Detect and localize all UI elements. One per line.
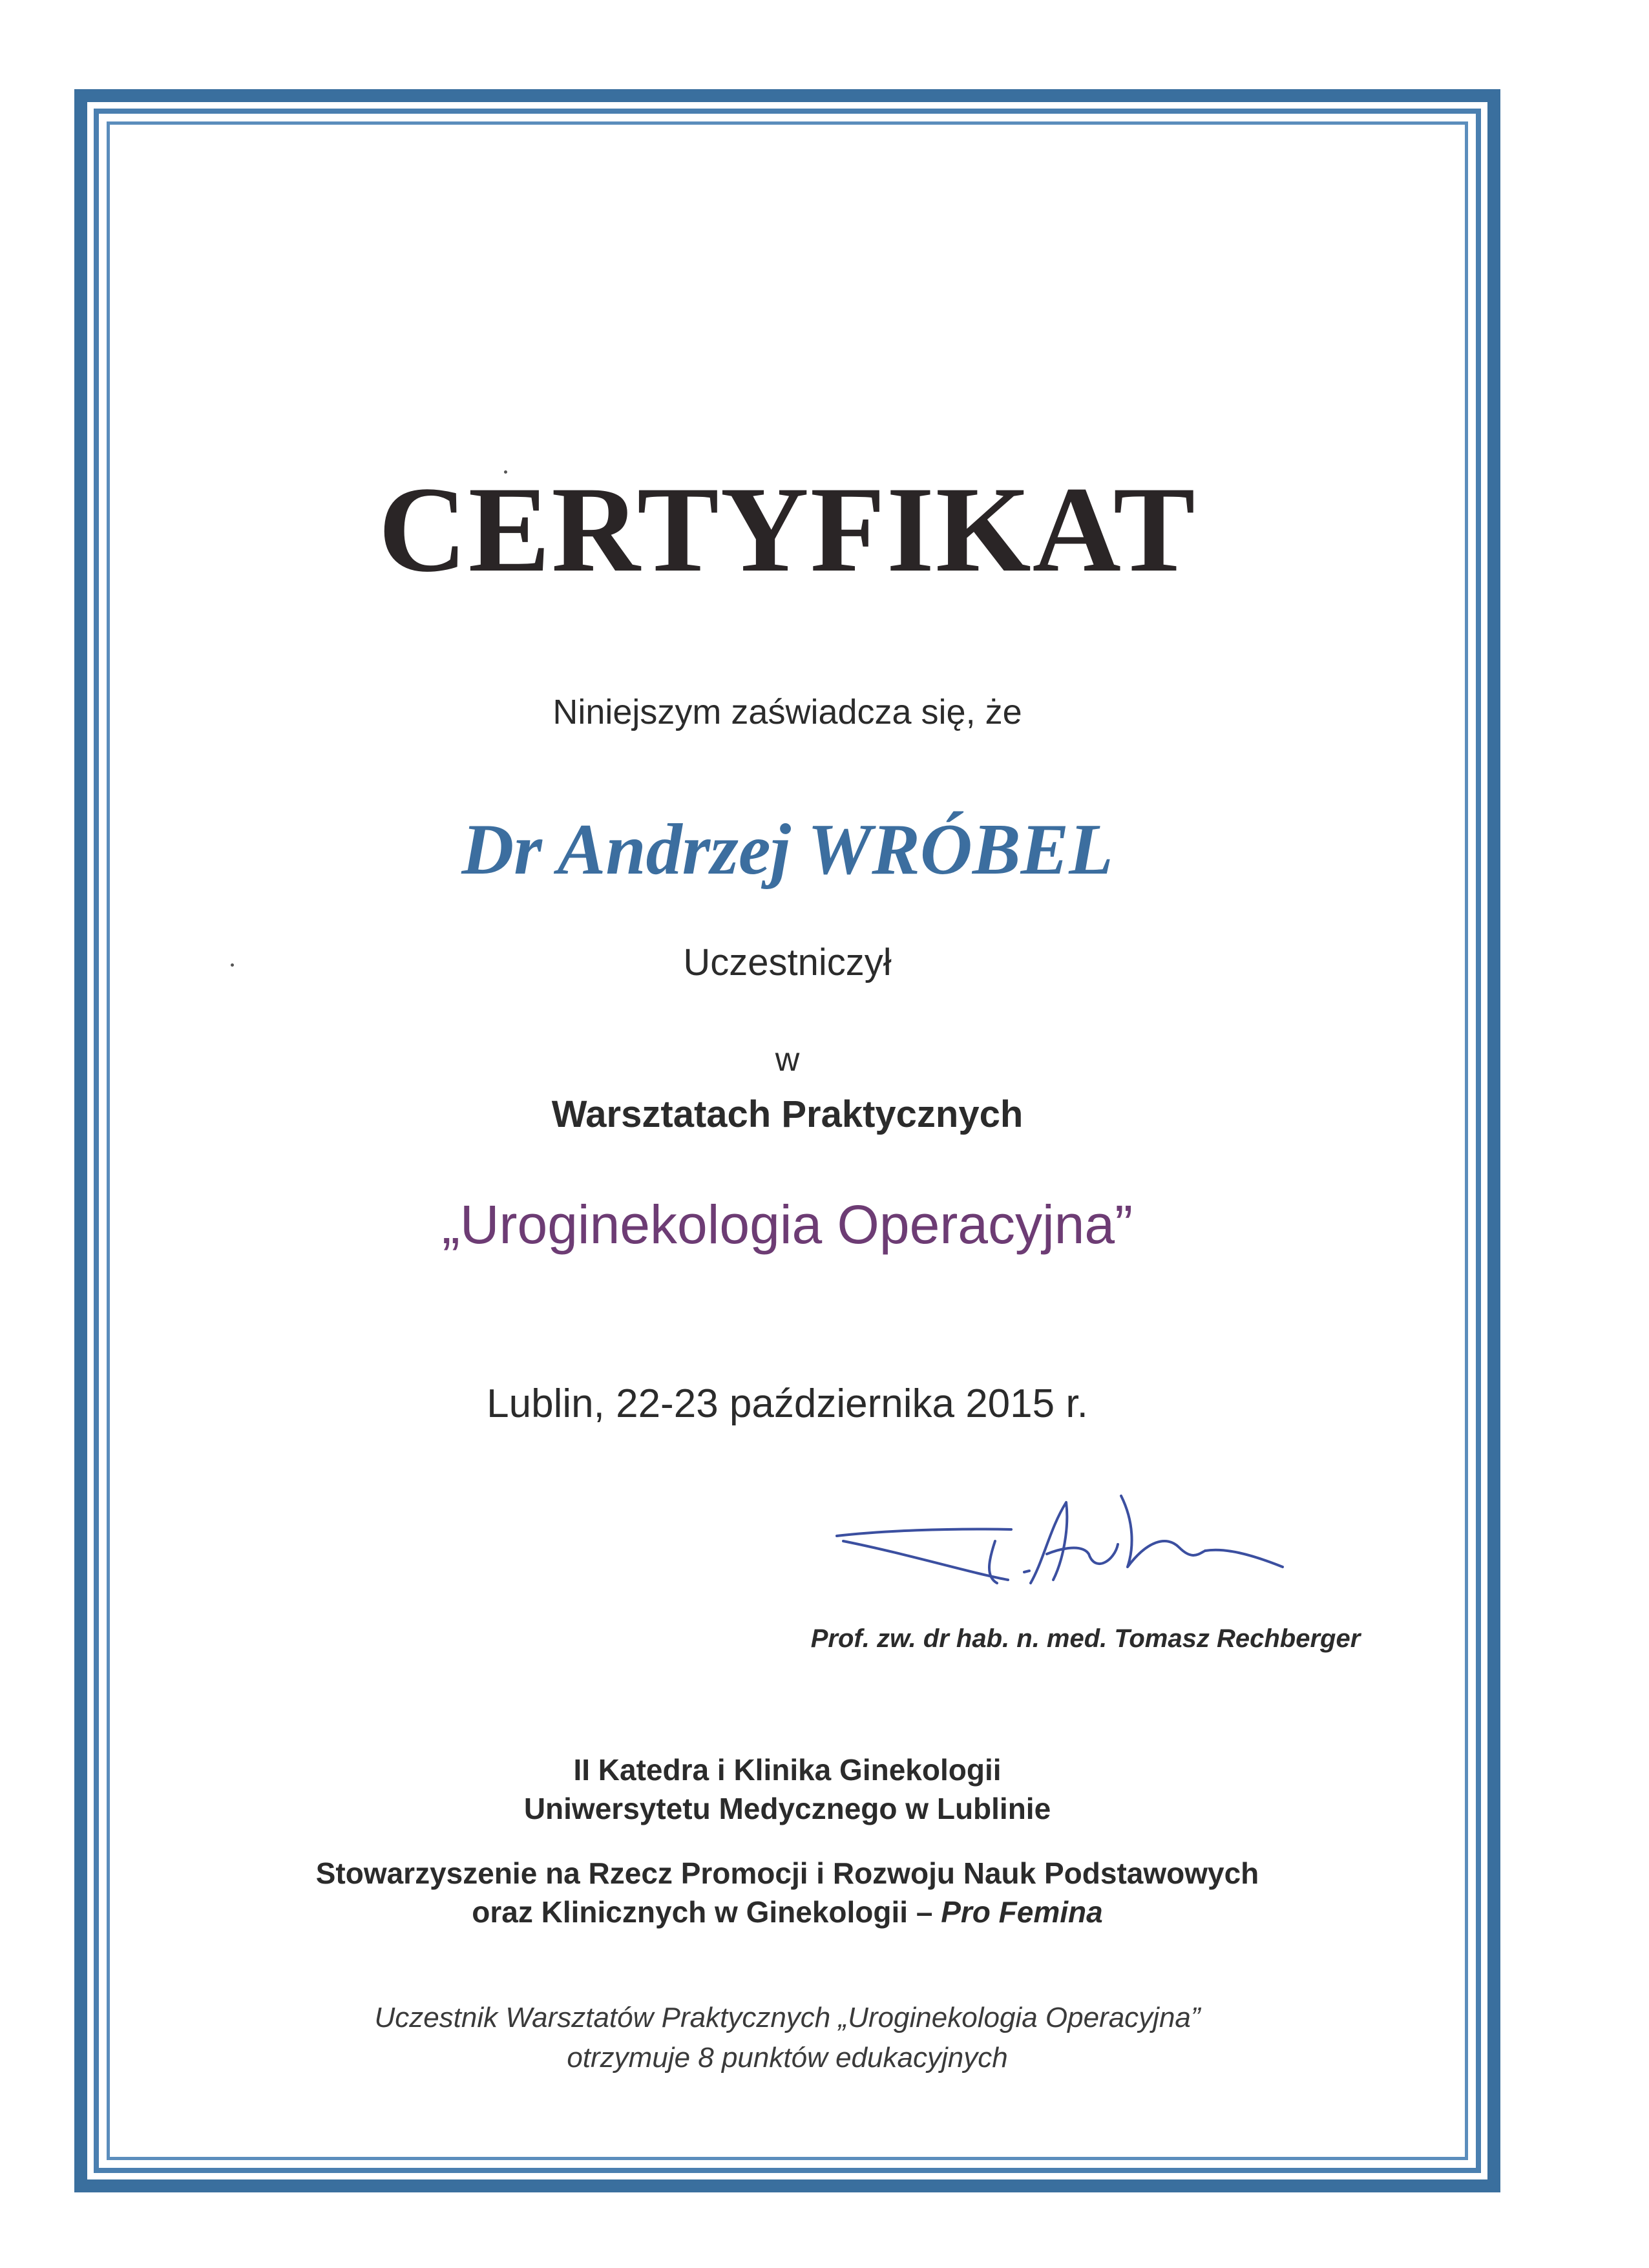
- organization-line: II Katedra i Klinika Ginekologii: [573, 1753, 1002, 1787]
- intro-text: Niniejszym zaświadcza się, że: [552, 693, 1022, 731]
- pro-femina-name: Pro Femina: [941, 1895, 1103, 1929]
- organization-line: Stowarzyszenie na Rzecz Promocji i Rozwoju Nauk Podstawowych: [315, 1856, 1259, 1890]
- recipient-name: Dr Andrzej WRÓBEL: [461, 810, 1113, 890]
- organization-line-text: oraz Klinicznych w Ginekologii –: [472, 1895, 941, 1929]
- organization-line: Uniwersytetu Medycznego w Lublinie: [523, 1792, 1051, 1825]
- participation-text: Uczestniczył: [683, 941, 892, 983]
- organization-line: [107, 1893, 1468, 1931]
- event-topic: „Uroginekologia Operacyjna”: [441, 1194, 1133, 1255]
- handwritten-signature-icon: [830, 1483, 1296, 1599]
- event-type: Warsztatach Praktycznych: [551, 1093, 1024, 1135]
- education-note: Uczestnik Warsztatów Praktycznych „Uroginekologia Operacyjna”: [374, 2002, 1201, 2033]
- certificate-title: CERTYFIKAT: [378, 462, 1197, 598]
- preposition-text: w: [775, 1041, 800, 1078]
- education-points: otrzymuje 8 punktów edukacyjnych: [567, 2042, 1008, 2074]
- place-and-date: Lublin, 22-23 października 2015 r.: [487, 1381, 1088, 1426]
- signatory-name: Prof. zw. dr hab. n. med. Tomasz Rechberger: [810, 1624, 1361, 1653]
